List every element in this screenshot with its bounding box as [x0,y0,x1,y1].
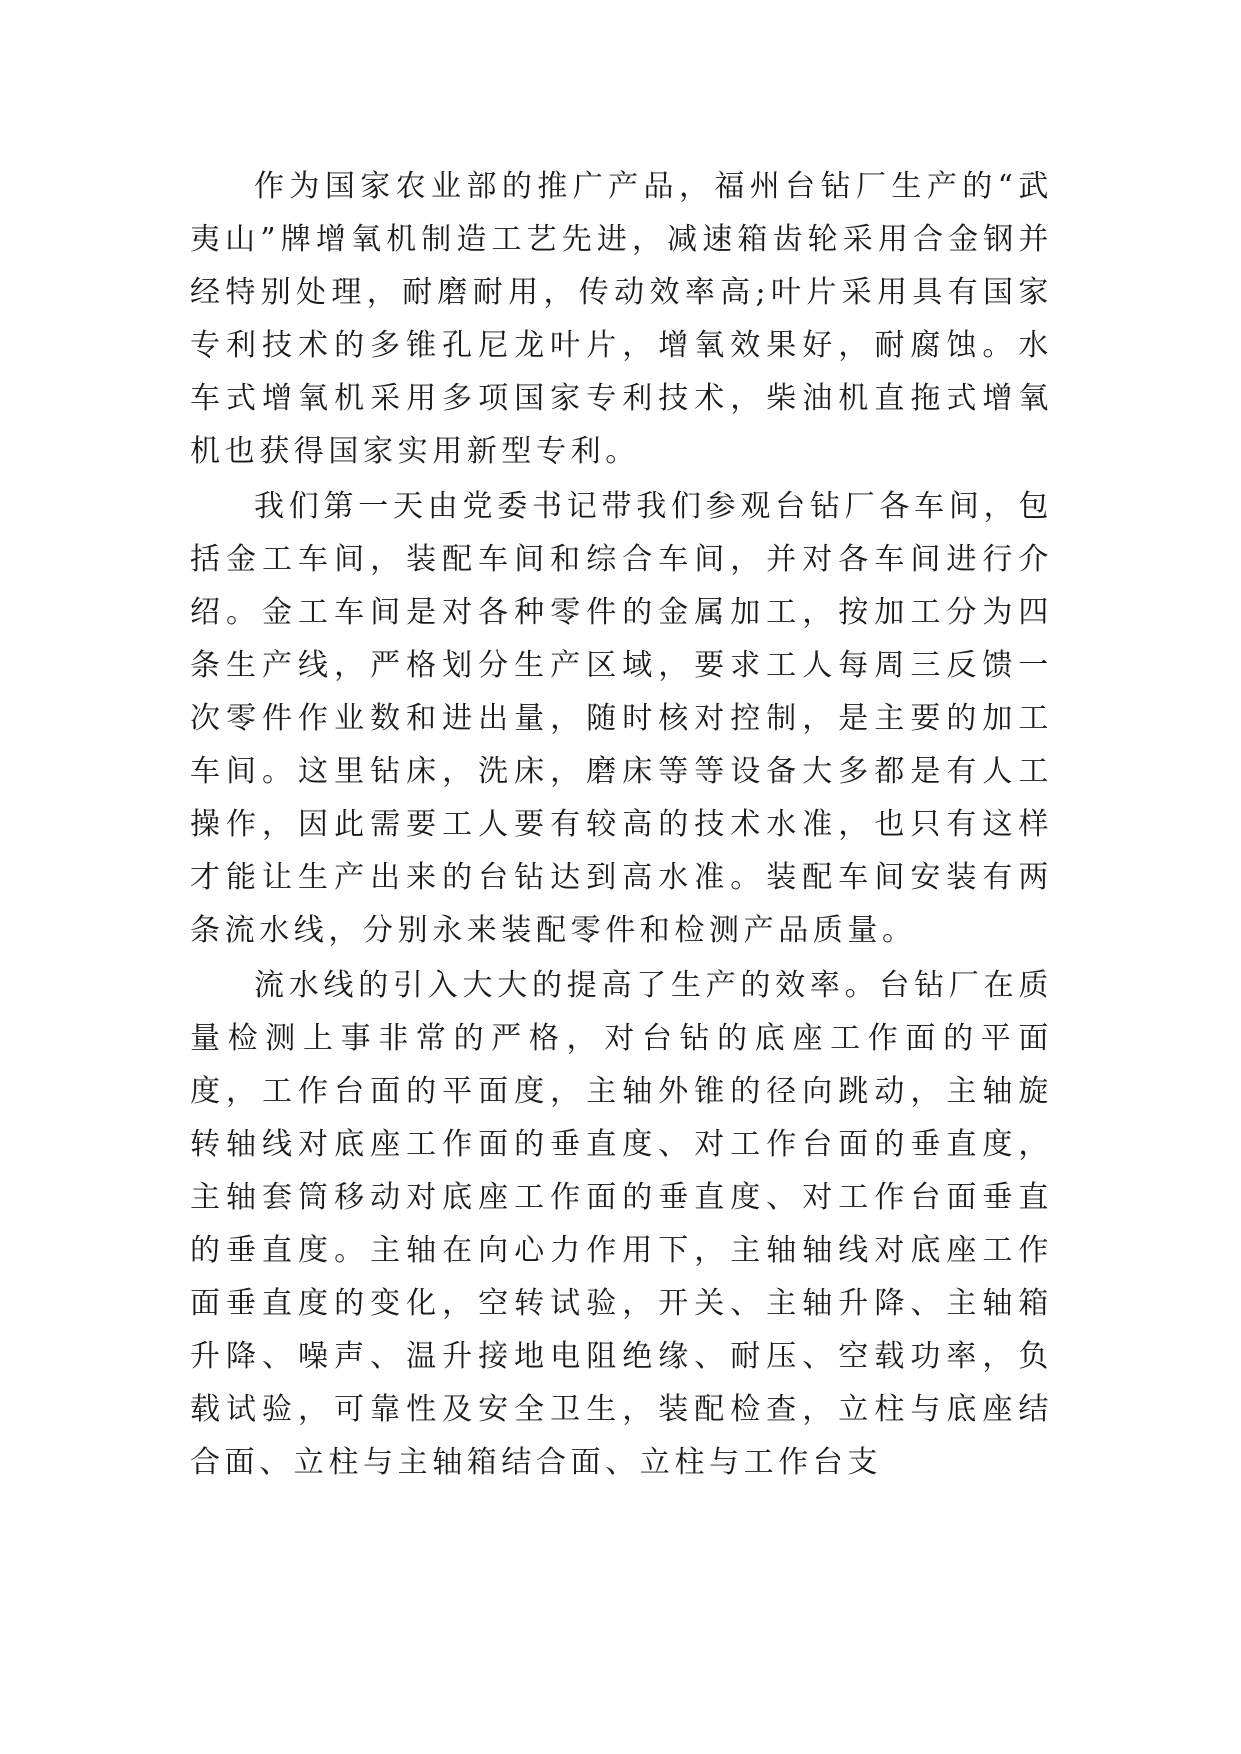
paragraph-quality-inspection: 流水线的引入大大的提高了生产的效率。台钻厂在质量检测上事非常的严格，对台钻的底座工作面的平面度，工作台面的平面度，主轴外锥的径向跳动，主轴旋转轴线对底座工作面的垂直度、对工作台面的垂直度，主轴套筒移动对底座工作面的垂直度、对工作台面垂直的垂直度。主轴在向心力作用下，主轴轴线对底座工作面垂直度的变化，空转试验，开关、主轴升降、主轴箱升降、噪声、温升接地电阻绝缘、耐压、空载功率，负载试验，可靠性及安全卫生，装配检查，立柱与底座结合面、立柱与主轴箱结合面、立柱与工作台支 [190,968,1053,1480]
paragraph-workshop-visit: 我们第一天由党委书记带我们参观台钻厂各车间，包括金工车间，装配车间和综合车间，并对各车间进行介绍。金工车间是对各种零件的金属加工，按加工分为四条生产线，严格划分生产区域，要求工人每周三反馈一次零件作业数和进出量，随时核对控制，是主要的加工车间。这里钻床，洗床，磨床等等设备大多都是有人工操作，因此需要工人要有较高的技术水准，也只有这样才能让生产出来的台钻达到高水准。装配车间安装有两条流水线，分别永来装配零件和检测产品质量。 [190,489,1053,948]
paragraph-aerator-products: 作为国家农业部的推广产品，福州台钻厂生产的“武夷山”牌增氧机制造工艺先进，减速箱齿轮采用合金钢并经特别处理，耐磨耐用，传动效率高;叶片采用具有国家专利技术的多锥孔尼龙叶片，增氧效果好，耐腐蚀。水车式增氧机采用多项国家专利技术，柴油机直拖式增氧机也获得国家实用新型专利。 [190,169,1053,469]
document-body [190,160,1053,1491]
